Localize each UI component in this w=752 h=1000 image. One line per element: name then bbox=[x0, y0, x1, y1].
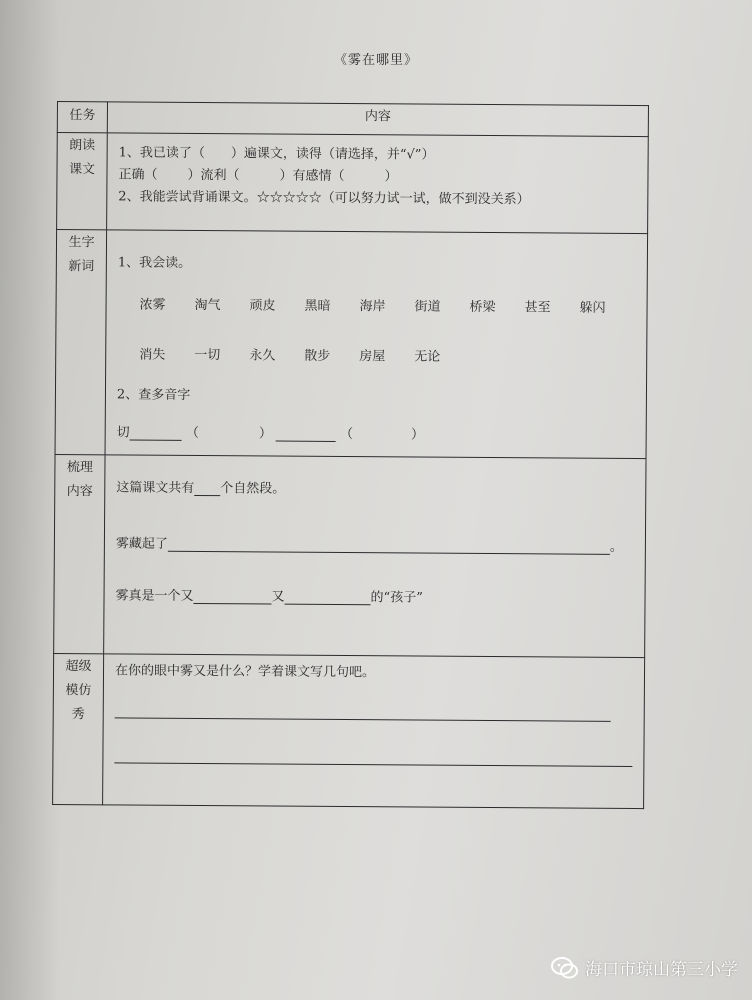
row-imitate bbox=[53, 653, 645, 808]
words-row-2 bbox=[117, 343, 635, 387]
word: 无论 bbox=[414, 349, 441, 365]
reading-line3: 2、我能尝试背诵课文。☆☆☆☆☆（可以努力试一试，做不到没关系） bbox=[118, 189, 530, 208]
opt-close: ） bbox=[384, 169, 398, 185]
word: 甚至 bbox=[524, 300, 551, 316]
q2-post: 。 bbox=[609, 539, 623, 555]
reading-line1: 1、我已读了（ ）遍课文，读得（请选择，并“√”） bbox=[118, 145, 435, 163]
row-outline bbox=[54, 454, 646, 657]
outline-q3 bbox=[115, 584, 633, 607]
q2-blank[interactable] bbox=[168, 551, 610, 555]
q2-pre: 雾藏起了 bbox=[115, 536, 168, 552]
imitate-prompt: 在你的眼中雾又是什么？学着课文写几句吧。 bbox=[114, 663, 376, 681]
words-intro: 1、我会读。 bbox=[117, 255, 192, 271]
worksheet-title: 《雾在哪里》 bbox=[333, 53, 418, 68]
task-reading-label: 朗读课文 bbox=[68, 138, 96, 178]
task-outline-label: 梳理内容 bbox=[66, 460, 93, 500]
poly-blank-2[interactable] bbox=[276, 441, 336, 442]
wechat-icon bbox=[551, 957, 579, 979]
task-outline bbox=[54, 454, 105, 653]
word: 永久 bbox=[249, 348, 276, 364]
word: 黑暗 bbox=[304, 298, 331, 314]
q3-post: 的“孩子” bbox=[370, 590, 423, 606]
word: 淘气 bbox=[194, 297, 221, 314]
word: 躲闪 bbox=[579, 300, 606, 316]
outline-q1 bbox=[116, 476, 634, 536]
q1-pre: 这篇课文共有 bbox=[116, 480, 195, 496]
paren: ） bbox=[258, 426, 272, 442]
word: 一切 bbox=[194, 347, 221, 364]
poly-title: 2、查多音字 bbox=[116, 387, 191, 403]
word: 顽皮 bbox=[249, 298, 276, 314]
word: 消失 bbox=[139, 347, 166, 363]
task-reading bbox=[57, 133, 108, 230]
worksheet-table bbox=[52, 101, 649, 809]
header-row bbox=[57, 102, 648, 137]
paren: ） bbox=[410, 427, 425, 443]
q1-blank[interactable] bbox=[194, 495, 220, 496]
shadow bbox=[0, 0, 60, 1000]
watermark bbox=[551, 955, 738, 980]
word: 浓雾 bbox=[139, 297, 166, 313]
watermark-text: 海口市琼山第三小学 bbox=[585, 960, 738, 980]
word: 桥梁 bbox=[469, 299, 496, 316]
outline-q2 bbox=[116, 532, 634, 588]
poly-char: 切 bbox=[116, 425, 130, 441]
paren: （ bbox=[185, 425, 199, 441]
q3-pre: 雾真是一个又 bbox=[115, 588, 194, 604]
content-imitate bbox=[103, 654, 645, 809]
opt-feeling: ）有感情（ bbox=[279, 168, 345, 185]
paren: （ bbox=[339, 426, 354, 443]
word: 海岸 bbox=[359, 299, 386, 315]
task-imitate-label: 超级模仿秀 bbox=[65, 659, 92, 723]
poly-blank-1[interactable] bbox=[130, 440, 182, 441]
q3-mid: 又 bbox=[271, 589, 285, 605]
words-row-1 bbox=[117, 293, 635, 347]
word: 散步 bbox=[304, 348, 331, 364]
content-outline bbox=[104, 455, 646, 658]
task-words bbox=[55, 230, 107, 455]
content-words bbox=[105, 230, 648, 459]
task-imitate bbox=[53, 653, 104, 804]
opt-correct: 正确（ bbox=[118, 167, 158, 183]
task-words-label: 生字新词 bbox=[68, 235, 95, 275]
q1-post: 个自然段。 bbox=[220, 481, 286, 497]
content-reading bbox=[107, 133, 649, 234]
word: 街道 bbox=[414, 299, 441, 315]
write-line-2[interactable] bbox=[114, 754, 632, 767]
row-reading bbox=[57, 133, 649, 234]
opt-fluent: ）流利（ bbox=[187, 167, 240, 184]
word: 房屋 bbox=[359, 349, 386, 365]
poly-line bbox=[117, 421, 635, 444]
header-task: 任务 bbox=[57, 102, 107, 133]
q3-blank-1[interactable] bbox=[194, 603, 272, 605]
q3-blank-2[interactable] bbox=[285, 604, 371, 606]
row-words bbox=[55, 230, 648, 459]
header-content: 内容 bbox=[107, 102, 648, 137]
